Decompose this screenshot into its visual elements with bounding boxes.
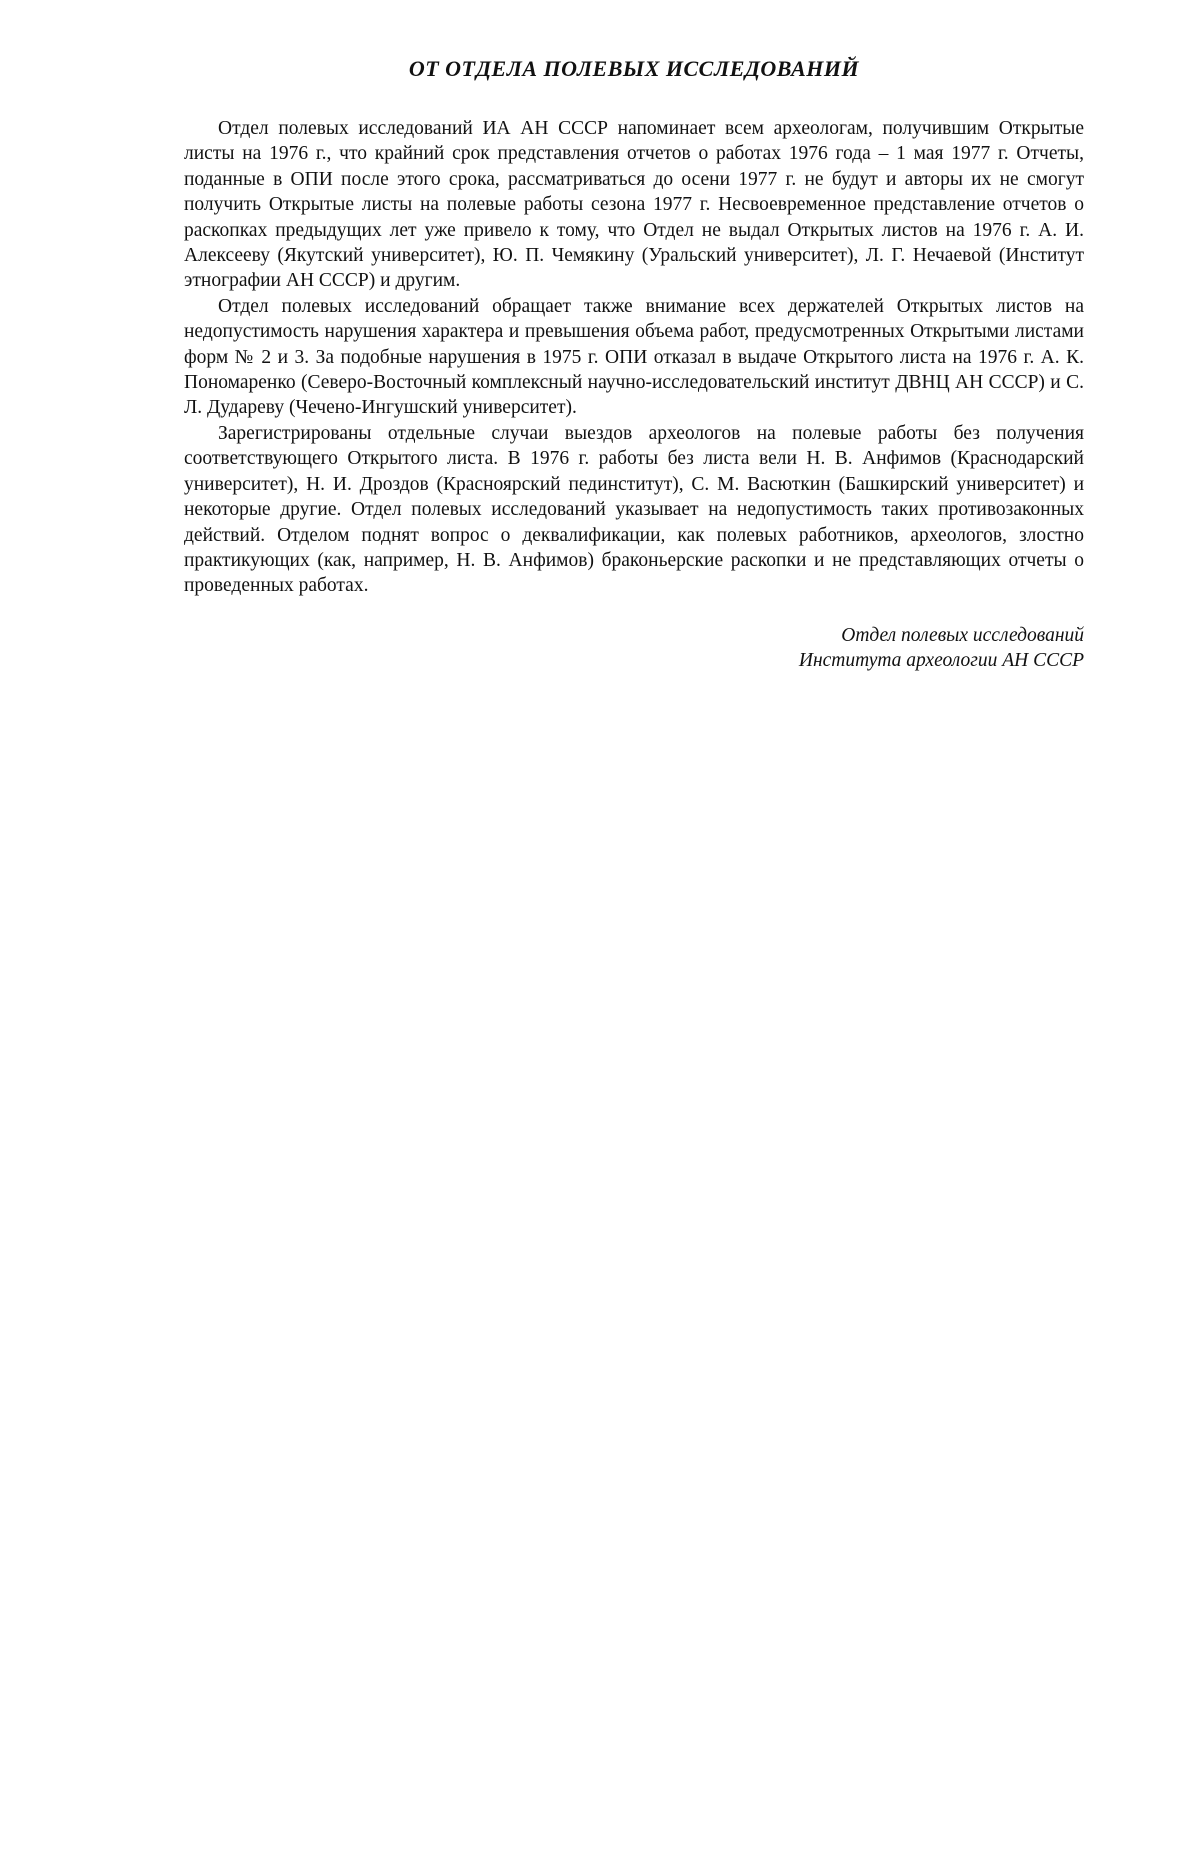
paragraph-reports-deadline: Отдел полевых исследований ИА АН СССР напоминает всем археологам, получившим Открытые листы на 1976 г., что крайний срок представления отчетов о работах 1976 года – 1 мая 1977 г. Отчеты, поданные в ОПИ после этого срока, рассматриваться до осени 1977 г. не будут и авторы их не смогут получить Открытые листы на полевые работы сезона 1977 г. Несвоевременное представление отчетов о раскопках предыдущих лет уже привело к тому, что Отдел не выдал Открытых листов на 1976 г. А. И. Алексееву (Якутский университет), Ю. П. Чемякину (Уральский университет), Л. Г. Нечаевой (Институт этнографии АН СССР) и другим. [184, 118, 1084, 292]
paragraph-permit-violations: Отдел полевых исследований обращает также внимание всех держателей Открытых листов на недопустимость нарушения характера и превышения объема работ, предусмотренных Открытыми листами форм № 2 и 3. За подобные нарушения в 1975 г. ОПИ отказал в выдаче Открытого листа на 1976 г. А. К. Пономаренко (Северо-Восточный комплексный научно-исследовательский институт ДВНЦ АН СССР) и С. Л. Дудареву (Чечено-Ингушский университет). [184, 295, 1084, 419]
signature-line-department: Отдел полевых исследований [841, 624, 1084, 646]
paragraph-unregistered-work: Зарегистрированы отдельные случаи выездов археологов на полевые работы без получения соответствующего Открытого листа. В 1976 г. работы без листа вели Н. В. Анфимов (Краснодарский университет), Н. И. Дроздов (Красноярский пединститут), С. М. Васюткин (Башкирский университет) и некоторые другие. Отдел полевых исследований указывает на недопустимость таких противозаконных действий. Отделом поднят вопрос о деквалификации, как полевых работников, археологов, злостно практикующих (как, например, Н. В. Анфимов) браконьерские раскопки и не представляющих отчеты о проведенных работах. [184, 422, 1084, 597]
signature-block [184, 623, 1084, 673]
document-title: ОТ ОТДЕЛА ПОЛЕВЫХ ИССЛЕДОВАНИЙ [408, 56, 860, 81]
signature-line-institute: Института археологии АН СССР [798, 649, 1084, 671]
document-page [184, 56, 1084, 673]
